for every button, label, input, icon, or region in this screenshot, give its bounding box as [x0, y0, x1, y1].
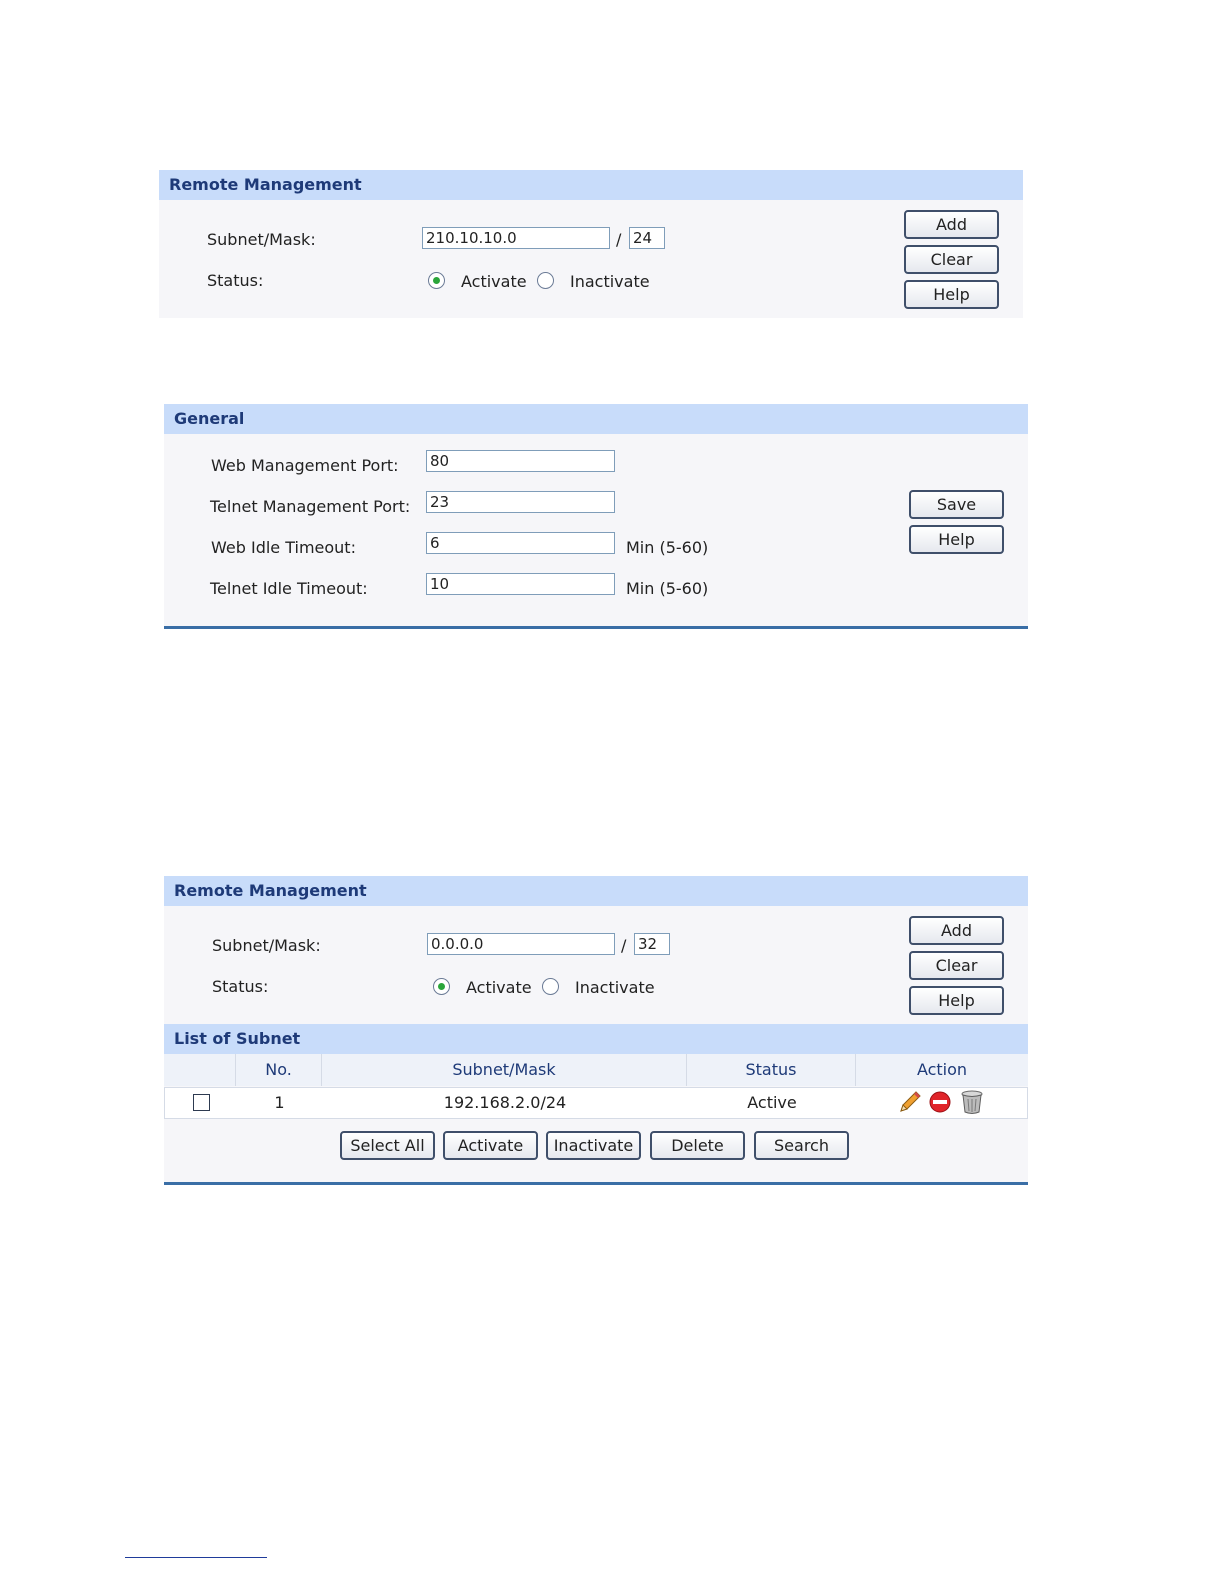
inactivate-radio-label: Inactivate — [575, 978, 655, 997]
subnet-mask-label: Subnet/Mask: — [207, 230, 316, 249]
slash-separator: / — [616, 230, 622, 249]
row-status: Active — [747, 1093, 797, 1112]
slash-separator: / — [621, 936, 627, 955]
status-column-header: Status — [687, 1054, 856, 1086]
inactivate-button[interactable]: Inactivate — [546, 1131, 641, 1160]
inactivate-radio[interactable] — [537, 272, 554, 289]
inactivate-icon[interactable] — [928, 1090, 952, 1114]
activate-button[interactable]: Activate — [443, 1131, 538, 1160]
table-row — [164, 1087, 1028, 1119]
mask-input[interactable] — [634, 933, 670, 955]
edit-pencil-icon[interactable] — [898, 1090, 922, 1114]
select-column-header — [164, 1054, 236, 1086]
row-subnet: 192.168.2.0/24 — [443, 1093, 567, 1112]
panel-title: Remote Management — [164, 876, 1028, 906]
web-idle-timeout-label: Web Idle Timeout: — [211, 538, 356, 557]
telnet-management-port-label: Telnet Management Port: — [210, 497, 411, 516]
add-button[interactable]: Add — [904, 210, 999, 239]
table-header-row — [164, 1054, 1028, 1086]
web-idle-timeout-input[interactable] — [426, 532, 615, 554]
activate-radio-label: Activate — [466, 978, 532, 997]
subnet-input[interactable] — [427, 933, 615, 955]
telnet-idle-timeout-label: Telnet Idle Timeout: — [210, 579, 368, 598]
row-no: 1 — [274, 1093, 285, 1112]
web-management-port-input[interactable] — [426, 450, 615, 472]
inactivate-radio[interactable] — [542, 978, 559, 995]
list-panel-bottom-rule — [164, 1182, 1028, 1185]
panel-title: Remote Management — [159, 170, 1023, 200]
subnet-table — [164, 1054, 1028, 1118]
status-label: Status: — [207, 271, 264, 290]
status-label: Status: — [212, 977, 269, 996]
mask-input[interactable] — [629, 227, 665, 249]
save-button[interactable]: Save — [909, 490, 1004, 519]
help-button[interactable]: Help — [909, 986, 1004, 1015]
activate-radio[interactable] — [433, 978, 450, 995]
search-button[interactable]: Search — [754, 1131, 849, 1160]
no-column-header: No. — [236, 1054, 322, 1086]
clear-button[interactable]: Clear — [904, 245, 999, 274]
footnote-separator — [125, 1557, 267, 1558]
select-all-button[interactable]: Select All — [340, 1131, 435, 1160]
add-button[interactable]: Add — [909, 916, 1004, 945]
telnet-management-port-input[interactable] — [426, 491, 615, 513]
list-of-subnet-title: List of Subnet — [164, 1024, 1028, 1054]
general-panel-bottom-rule — [164, 626, 1028, 629]
web-idle-timeout-unit: Min (5-60) — [626, 538, 709, 557]
activate-radio-label: Activate — [461, 272, 527, 291]
panel-title: General — [164, 404, 1028, 434]
subnet-input[interactable] — [422, 227, 610, 249]
action-column-header: Action — [856, 1054, 1028, 1086]
help-button[interactable]: Help — [909, 525, 1004, 554]
activate-radio[interactable] — [428, 272, 445, 289]
general-panel — [164, 404, 1028, 626]
delete-button[interactable]: Delete — [650, 1131, 745, 1160]
remote-management-panel-1 — [159, 170, 1023, 318]
remote-management-panel-2 — [164, 876, 1028, 1182]
help-button[interactable]: Help — [904, 280, 999, 309]
subnet-column-header: Subnet/Mask — [322, 1054, 687, 1086]
web-management-port-label: Web Management Port: — [211, 456, 399, 475]
telnet-idle-timeout-input[interactable] — [426, 573, 615, 595]
row-checkbox[interactable] — [193, 1094, 210, 1111]
subnet-mask-label: Subnet/Mask: — [212, 936, 321, 955]
clear-button[interactable]: Clear — [909, 951, 1004, 980]
telnet-idle-timeout-unit: Min (5-60) — [626, 579, 709, 598]
inactivate-radio-label: Inactivate — [570, 272, 650, 291]
delete-trash-icon[interactable] — [960, 1089, 984, 1115]
